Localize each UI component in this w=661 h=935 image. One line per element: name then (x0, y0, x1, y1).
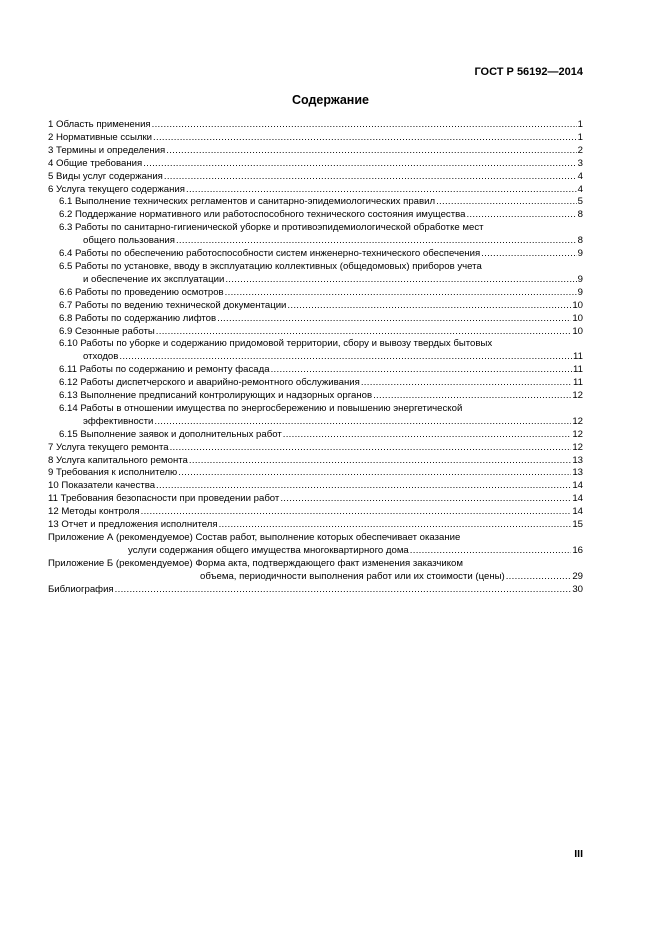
toc-entry-title: 5 Виды услуг содержания (48, 170, 163, 182)
dot-leader (115, 584, 572, 597)
toc-entry[interactable] (48, 313, 583, 326)
toc-entry-page: 14 (572, 493, 583, 505)
toc-entry-title: 6.2 Поддержание нормативного или работоспособного технического состояния имущества (59, 209, 466, 221)
dot-leader (225, 287, 577, 300)
toc-entry-title-first-line: 6.5 Работы по установке, вводу в эксплуатацию коллективных (общедомовых) приборов учета (59, 260, 482, 272)
toc-entry-title: 8 Услуга капитального ремонта (48, 454, 188, 466)
toc-entry[interactable] (48, 532, 583, 558)
toc-entry-page: 3 (577, 157, 583, 169)
toc-entry-title: эффективности (83, 415, 154, 427)
toc-entry[interactable] (48, 390, 583, 403)
toc-entry[interactable] (48, 480, 583, 493)
page-title: Содержание (291, 93, 369, 107)
dot-leader (141, 506, 572, 519)
toc-entry-title: 6.12 Работы диспетчерского и аварийно-ремонтного обслуживания (59, 377, 360, 389)
toc-entry[interactable] (48, 261, 583, 287)
toc-entry-title: 6.1 Выполнение технических регламентов и санитарно-эпидемиологических правил (59, 196, 436, 208)
toc-entry[interactable] (48, 119, 583, 132)
toc-entry-page: 15 (572, 519, 583, 531)
toc-entry[interactable] (48, 132, 583, 145)
dot-leader (271, 364, 572, 377)
dot-leader (156, 326, 572, 339)
table-of-contents (48, 119, 583, 597)
dot-leader (170, 442, 572, 455)
toc-entry-page: 1 (577, 119, 583, 130)
toc-entry[interactable] (48, 222, 583, 248)
toc-entry-page: 30 (572, 583, 583, 595)
toc-entry-page: 9 (577, 286, 583, 298)
toc-entry-title-first-line: 6.3 Работы по санитарно-гигиенической уборке и противоэпидемиологической обработке мест (59, 222, 484, 234)
toc-entry-page: 1 (577, 131, 583, 143)
toc-entry-title: 6.6 Работы по проведению осмотров (59, 286, 224, 298)
toc-entry-title: 9 Требования к исполнителю (48, 467, 178, 479)
toc-entry-page: 8 (577, 209, 583, 221)
toc-entry-page: 12 (572, 390, 583, 402)
toc-entry-page: 4 (577, 170, 583, 182)
toc-entry-page: 12 (572, 415, 583, 427)
toc-entry-title: общего пользования (83, 235, 175, 247)
dot-leader (280, 493, 571, 506)
toc-entry-page: 12 (572, 428, 583, 440)
toc-entry[interactable] (48, 158, 583, 171)
dot-leader (154, 416, 571, 429)
dot-leader (373, 390, 571, 403)
toc-entry-page: 11 (573, 351, 583, 363)
toc-entry-page: 14 (572, 506, 583, 518)
toc-entry[interactable] (48, 338, 583, 364)
toc-entry[interactable] (48, 209, 583, 222)
toc-entry[interactable] (48, 558, 583, 584)
dot-leader (153, 132, 577, 145)
dot-leader (466, 209, 576, 222)
toc-entry[interactable] (48, 493, 583, 506)
toc-entry-title: 7 Услуга текущего ремонта (48, 441, 169, 453)
toc-entry-title: 4 Общие требования (48, 157, 143, 169)
toc-entry-title: 1 Область применения (48, 119, 151, 130)
toc-entry[interactable] (48, 171, 583, 184)
dot-leader (176, 235, 577, 248)
toc-entry[interactable] (48, 506, 583, 519)
toc-entry-title: 6.15 Выполнение заявок и дополнительных работ (59, 428, 282, 440)
toc-entry-title: 12 Методы контроля (48, 506, 140, 518)
toc-entry-title: объема, периодичности выполнения работ или их стоимости (цены) (200, 570, 505, 582)
toc-entry[interactable] (48, 455, 583, 468)
dot-leader (119, 351, 572, 364)
toc-entry[interactable] (48, 467, 583, 480)
toc-entry-title: 6.9 Сезонные работы (59, 325, 155, 337)
toc-entry-title: 6.7 Работы по ведению технической документации (59, 299, 287, 311)
toc-entry-page: 9 (577, 248, 583, 260)
toc-entry-title: 6.4 Работы по обеспечению работоспособности систем инженерно-технического обеспечения (59, 248, 481, 260)
dot-leader (225, 274, 576, 287)
toc-entry[interactable] (48, 196, 583, 209)
toc-entry-page: 9 (577, 273, 583, 285)
dot-leader (287, 300, 571, 313)
toc-entry[interactable] (48, 377, 583, 390)
toc-entry-title: услуги содержания общего имущества многоквартирного дома (128, 544, 409, 556)
dot-leader (143, 158, 576, 171)
toc-entry[interactable] (48, 287, 583, 300)
toc-entry[interactable] (48, 326, 583, 339)
toc-entry[interactable] (48, 300, 583, 313)
dot-leader (186, 184, 577, 197)
toc-entry[interactable] (48, 429, 583, 442)
toc-entry-title: 13 Отчет и предложения исполнителя (48, 519, 218, 531)
toc-entry-title: 6.13 Выполнение предписаний контролирующих и надзорных органов (59, 390, 373, 402)
toc-entry[interactable] (48, 248, 583, 261)
toc-entry-page: 5 (577, 196, 583, 208)
toc-entry-title-first-line: 6.10 Работы по уборке и содержанию придомовой территории, сбору и вывозу твердых бытовых (59, 338, 493, 350)
toc-entry-page: 11 (573, 377, 583, 389)
toc-entry-page: 13 (572, 467, 583, 479)
toc-entry-page: 14 (572, 480, 583, 492)
toc-entry-title: и обеспечение их эксплуатации (83, 273, 225, 285)
toc-entry[interactable] (48, 403, 583, 429)
toc-entry-page: 4 (577, 183, 583, 195)
toc-entry-page: 10 (572, 299, 583, 311)
dot-leader (506, 571, 572, 584)
dot-leader (410, 545, 572, 558)
standard-number: ГОСТ Р 56192—2014 (474, 66, 583, 78)
dot-leader (178, 467, 571, 480)
toc-entry-page: 10 (572, 312, 583, 324)
toc-entry-page: 11 (573, 364, 583, 376)
toc-entry-title: 3 Термины и определения (48, 144, 166, 156)
toc-entry-page: 13 (572, 454, 583, 466)
toc-entry-page: 29 (572, 570, 583, 582)
toc-entry-title-first-line: Приложение Б (рекомендуемое) Форма акта, подтверждающего факт изменения заказчиком (48, 557, 463, 569)
toc-entry-title-first-line: Приложение А (рекомендуемое) Состав работ, выполнение которых обеспечивает оказание (48, 532, 461, 543)
toc-entry-page: 10 (572, 325, 583, 337)
toc-entry-title: 6.11 Работы по содержанию и ремонту фасада (59, 364, 270, 376)
toc-entry-title: 6 Услуга текущего содержания (48, 183, 185, 195)
toc-entry-page: 12 (572, 441, 583, 453)
dot-leader (436, 196, 577, 209)
dot-leader (164, 171, 577, 184)
toc-entry[interactable] (48, 145, 583, 158)
toc-entry[interactable] (48, 364, 583, 377)
toc-entry-title: 2 Нормативные ссылки (48, 131, 153, 143)
toc-entry-title: 11 Требования безопасности при проведении работ (48, 493, 280, 505)
dot-leader (166, 145, 576, 158)
toc-entry-page: 8 (577, 235, 583, 247)
page-number: III (574, 848, 583, 860)
toc-entry-title: 10 Показатели качества (48, 480, 156, 492)
dot-leader (217, 313, 571, 326)
toc-entry-title: отходов (83, 351, 119, 363)
dot-leader (189, 455, 571, 468)
toc-entry-title: 6.8 Работы по содержанию лифтов (59, 312, 217, 324)
dot-leader (481, 248, 577, 261)
toc-entry[interactable] (48, 184, 583, 197)
toc-entry-page: 2 (577, 144, 583, 156)
toc-entry-page: 16 (572, 544, 583, 556)
toc-entry-title: Библиография (48, 583, 114, 595)
toc-entry[interactable] (48, 584, 583, 597)
dot-leader (156, 480, 571, 493)
dot-leader (152, 119, 577, 132)
toc-entry-title-first-line: 6.14 Работы в отношении имущества по энергосбережению и повышению энергетической (59, 402, 463, 414)
dot-leader (361, 377, 572, 390)
toc-entry[interactable] (48, 442, 583, 455)
dot-leader (219, 519, 572, 532)
dot-leader (283, 429, 572, 442)
toc-entry[interactable] (48, 519, 583, 532)
